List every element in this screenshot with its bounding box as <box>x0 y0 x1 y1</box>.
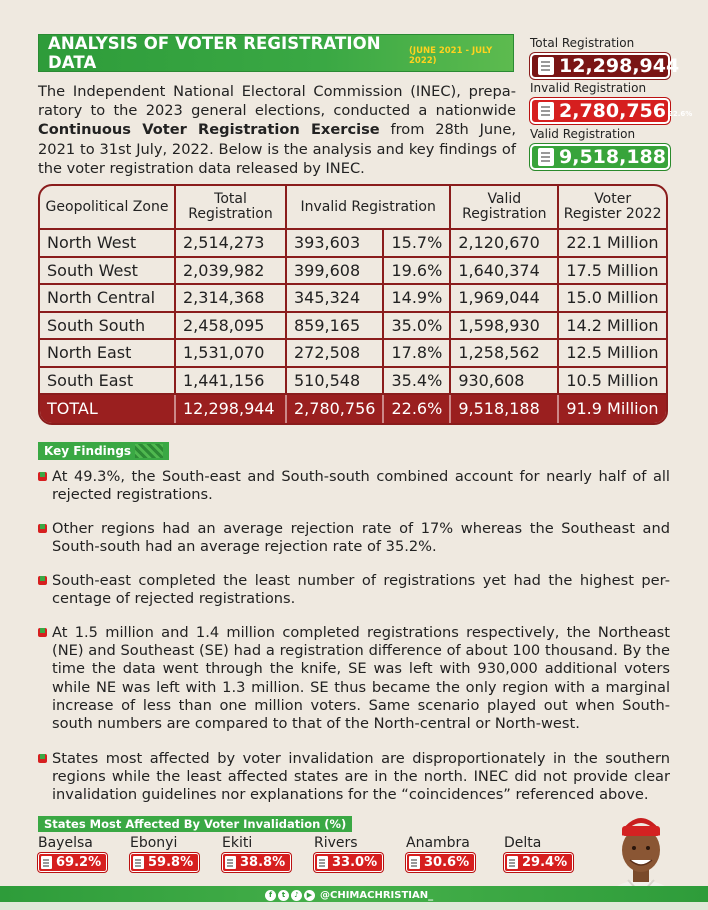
document-icon <box>317 856 328 869</box>
state-pill <box>314 853 383 872</box>
state-pct: 38.8% <box>240 855 286 870</box>
valid-registration-pill <box>530 144 670 170</box>
state-name: Bayelsa <box>38 835 93 851</box>
cell-zone: North East <box>40 340 176 368</box>
cell-total-label: TOTAL <box>40 395 176 423</box>
title-banner <box>38 34 514 72</box>
finding-item <box>38 624 670 733</box>
states-header-label: States Most Affected By Voter Invalidation (%) <box>44 817 347 831</box>
finding-text: Other regions had an average rejection rate of 17% whereas the Southeast and South-south had an average rejection rate of 35.2%. <box>52 520 670 556</box>
document-icon <box>538 148 554 166</box>
finding-text: States most affected by voter invalidation are disproportionately in the southern regions while the least affected states are in the north. INEC did not provide clear invalidation guidelines nor explanations for the “coincidences” referenced above. <box>52 750 670 804</box>
finding-item <box>38 750 670 805</box>
valid-registration-stat <box>530 127 670 170</box>
cell-zone: South East <box>40 368 176 396</box>
cell-zone: North Central <box>40 285 176 313</box>
state-name: Delta <box>504 835 542 851</box>
decorative-pattern-icon <box>135 444 163 458</box>
total-registration-pill <box>530 53 680 79</box>
tiktok-icon: ♪ <box>291 890 302 901</box>
cell-register: 22.1 Million <box>559 230 666 258</box>
key-findings-header <box>38 442 169 460</box>
twitter-icon: t <box>278 890 289 901</box>
state-name: Ekiti <box>222 835 253 851</box>
table-row <box>40 230 666 258</box>
valid-registration-value: 9,518,188 <box>559 146 666 168</box>
cell-invalid: 399,608 <box>287 258 384 286</box>
cell-register: 10.5 Million <box>559 368 666 396</box>
footer-strip <box>0 902 708 910</box>
states-header <box>38 816 352 832</box>
table-total-row <box>40 395 666 423</box>
cell-register: 17.5 Million <box>559 258 666 286</box>
document-icon <box>133 856 144 869</box>
finding-item <box>38 572 670 608</box>
intro-text-2: from 28th June, 2021 to 31st July, 2022. Below is the analysis and key findings of the voter registration data released by INEC. <box>38 121 516 177</box>
invalid-registration-pill <box>530 98 693 124</box>
state-pill <box>38 853 107 872</box>
table-row <box>40 368 666 396</box>
document-icon <box>225 856 236 869</box>
state-pct: 30.6% <box>424 855 470 870</box>
state-item <box>222 835 302 873</box>
finding-item <box>38 468 670 504</box>
bullet-icon <box>38 576 47 585</box>
valid-registration-label: Valid Registration <box>530 127 636 141</box>
cell-invalid: 393,603 <box>287 230 384 258</box>
col-register: Voter Register 2022 <box>559 186 666 230</box>
state-item <box>314 835 394 873</box>
cell-invalid-pct: 19.6% <box>384 258 451 286</box>
cell-valid: 930,608 <box>451 368 559 396</box>
state-item <box>504 835 584 873</box>
invalid-registration-label: Invalid Registration <box>530 81 647 95</box>
state-pill <box>504 853 573 872</box>
finding-text: At 49.3%, the South-east and South-south combined account for nearly half of all rejected registrations. <box>52 468 670 504</box>
cell-invalid-pct: 35.0% <box>384 313 451 341</box>
facebook-icon: f <box>265 890 276 901</box>
cell-total: 1,531,070 <box>176 340 287 368</box>
cell-total-invalid: 2,780,756 <box>287 395 384 423</box>
cell-valid: 1,969,044 <box>451 285 559 313</box>
finding-item <box>38 520 670 556</box>
table-row <box>40 340 666 368</box>
cell-register: 15.0 Million <box>559 285 666 313</box>
total-registration-stat <box>530 36 680 79</box>
cell-register: 14.2 Million <box>559 313 666 341</box>
state-pill <box>406 853 475 872</box>
bullet-icon <box>38 628 47 637</box>
cell-invalid-pct: 35.4% <box>384 368 451 396</box>
state-name: Anambra <box>406 835 470 851</box>
col-zone: Geopolitical Zone <box>40 186 176 230</box>
state-pct: 33.0% <box>332 855 378 870</box>
finding-text: At 1.5 million and 1.4 million completed registrations respectively, the Northeast (NE) and Southeast (SE) had a registration difference of about 100 thousand. By the time the data went through the knife, SE was left with 930,000 additional voters while NE was left with 1.3 million. SE thus became the only region with a marginal increase of less than one million voters. Same scenario played out when South-south numbers are compared to that of the North-central or North-west. <box>52 624 670 733</box>
document-icon <box>41 856 52 869</box>
table-row <box>40 258 666 286</box>
cell-register: 12.5 Million <box>559 340 666 368</box>
youtube-icon: ▶ <box>304 890 315 901</box>
table-row <box>40 285 666 313</box>
cell-zone: North West <box>40 230 176 258</box>
state-item <box>38 835 118 873</box>
cell-total: 2,514,273 <box>176 230 287 258</box>
table-row <box>40 313 666 341</box>
state-pct: 69.2% <box>56 855 102 870</box>
cell-valid: 2,120,670 <box>451 230 559 258</box>
cell-invalid-pct: 15.7% <box>384 230 451 258</box>
document-icon <box>538 102 554 120</box>
invalid-registration-value: 2,780,756 <box>559 100 666 122</box>
page-period: (JUNE 2021 - JULY 2022) <box>409 45 493 66</box>
social-handle-text: @CHIMACHRISTIAN_ <box>320 890 434 901</box>
registration-table <box>38 184 668 425</box>
bullet-icon <box>38 524 47 533</box>
col-total: Total Registration <box>176 186 287 230</box>
col-valid: Valid Registration <box>451 186 559 230</box>
key-findings-label: Key Findings <box>44 444 132 458</box>
cell-total-invalid-pct: 22.6% <box>384 395 451 423</box>
social-handle <box>265 890 433 901</box>
cell-total-register: 91.9 Million <box>559 395 666 423</box>
cell-invalid-pct: 14.9% <box>384 285 451 313</box>
state-pct: 29.4% <box>522 855 568 870</box>
cell-total: 1,441,156 <box>176 368 287 396</box>
cell-total-valid: 9,518,188 <box>451 395 559 423</box>
cell-invalid-pct: 17.8% <box>384 340 451 368</box>
document-icon <box>538 57 554 75</box>
intro-bold: Continuous Voter Registration Exercise <box>38 121 380 139</box>
state-pct: 59.8% <box>148 855 194 870</box>
intro-paragraph <box>38 82 516 178</box>
cell-invalid: 272,508 <box>287 340 384 368</box>
cell-invalid: 510,548 <box>287 368 384 396</box>
cell-valid: 1,258,562 <box>451 340 559 368</box>
intro-text-1: The Independent National Electoral Commission (INEC), prepa-ratory to the 2023 general elections, conducted a nationwide <box>38 83 516 120</box>
cell-valid: 1,640,374 <box>451 258 559 286</box>
state-pill <box>222 853 291 872</box>
state-name: Rivers <box>314 835 358 851</box>
page-title: ANALYSIS OF VOTER REGISTRATION DATA <box>48 34 381 72</box>
cell-zone: South South <box>40 313 176 341</box>
invalid-registration-pct: 22.6% <box>667 110 693 118</box>
finding-text: South-east completed the least number of registrations yet had the highest per-centage of rejected registrations. <box>52 572 670 608</box>
bullet-icon <box>38 754 47 763</box>
table-header-row <box>40 186 666 230</box>
state-item <box>406 835 486 873</box>
cell-total: 2,458,095 <box>176 313 287 341</box>
invalid-registration-stat <box>530 81 693 124</box>
total-registration-label: Total Registration <box>530 36 635 50</box>
cell-zone: South West <box>40 258 176 286</box>
cell-total-total: 12,298,944 <box>176 395 287 423</box>
state-name: Ebonyi <box>130 835 178 851</box>
document-icon <box>507 856 518 869</box>
state-pill <box>130 853 199 872</box>
cell-valid: 1,598,930 <box>451 313 559 341</box>
cell-invalid: 859,165 <box>287 313 384 341</box>
cell-total: 2,314,368 <box>176 285 287 313</box>
bullet-icon <box>38 472 47 481</box>
total-registration-value: 12,298,944 <box>559 55 680 77</box>
cell-invalid: 345,324 <box>287 285 384 313</box>
cell-total: 2,039,982 <box>176 258 287 286</box>
state-item <box>130 835 210 873</box>
document-icon <box>409 856 420 869</box>
col-invalid: Invalid Registration <box>287 186 451 230</box>
